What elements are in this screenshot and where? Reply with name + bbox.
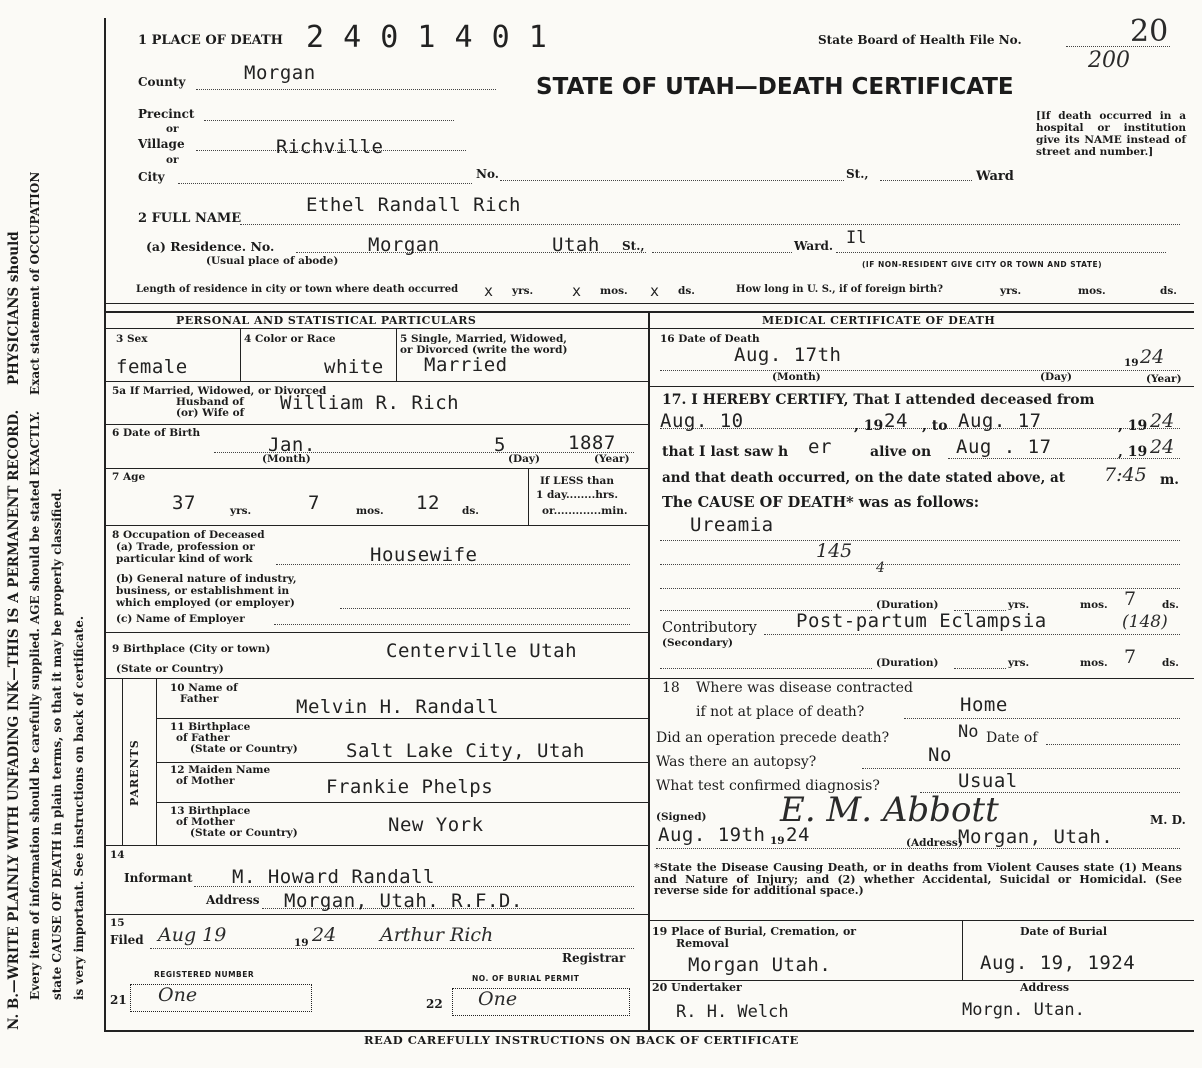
burial-date-label: Date of Burial xyxy=(1020,925,1108,938)
informant-num: 14 xyxy=(110,849,125,861)
to-year: 24 xyxy=(1150,410,1175,432)
informant-label: Informant xyxy=(124,871,193,885)
operation-label: Did an operation precede death? xyxy=(656,730,890,746)
or-2: or xyxy=(166,154,179,166)
birthplace-value: Centerville Utah xyxy=(386,640,578,662)
dob-month-caption: (Month) xyxy=(262,453,311,465)
no-label: No. xyxy=(476,167,499,181)
duration-line-2 xyxy=(660,668,872,669)
burial-permit-label: NO. OF BURIAL PERMIT xyxy=(472,974,580,983)
duration-yrs-2: yrs. xyxy=(1008,657,1030,669)
duration-mos-1: mos. xyxy=(1080,599,1108,611)
city-line xyxy=(178,183,472,184)
date-of-label: Date of xyxy=(986,730,1038,746)
nonresident-caption: (IF NON-RESIDENT GIVE CITY OR TOWN AND STATE) xyxy=(862,260,1103,269)
hline-row8 xyxy=(104,632,648,633)
signed-address-label: (Address) xyxy=(906,837,963,849)
vline-less xyxy=(528,469,529,525)
age-yrs-label: yrs. xyxy=(230,505,252,517)
length-x1: x xyxy=(484,282,494,300)
registered-number-label: REGISTERED NUMBER xyxy=(154,970,255,979)
father-birthplace-value: Salt Lake City, Utah xyxy=(346,740,585,762)
dob-year: 1887 xyxy=(568,432,616,454)
stamp-number: 2 4 0 1 4 0 1 xyxy=(306,20,548,55)
foreign-mos: mos. xyxy=(1078,285,1106,297)
side-line1b: PHYSICIANS should xyxy=(6,231,22,386)
dod-day-caption: (Day) xyxy=(1040,371,1072,383)
residence-label: (a) Residence. No. xyxy=(146,239,275,254)
foreign-ds: ds. xyxy=(1160,285,1177,297)
side-instructions-line3 xyxy=(50,488,64,1000)
birthplace-label: 9 Birthplace (City or town) xyxy=(112,643,271,655)
st-label: St., xyxy=(846,167,869,181)
occupation-label: 8 Occupation of Deceased xyxy=(112,529,265,541)
contributory-label: Contributory xyxy=(662,620,757,636)
city-label: City xyxy=(138,170,165,184)
time-value: 7:45 xyxy=(1104,464,1147,486)
informant-address-label: Address xyxy=(206,893,260,907)
hline-fbirth xyxy=(157,762,648,763)
residence-ward-pre xyxy=(652,252,792,253)
age-years: 37 xyxy=(172,492,196,514)
section-top-line xyxy=(104,311,1194,313)
occupation-a-1: (a) Trade, profession or xyxy=(116,541,255,553)
length-x2: x xyxy=(572,282,582,300)
cause-code: 145 xyxy=(816,540,853,562)
dod-line xyxy=(660,370,1180,371)
hline-row3 xyxy=(104,381,648,382)
to-year-prefix: , 19 xyxy=(1118,418,1148,434)
dod-year: 24 xyxy=(1140,346,1165,368)
signed-label: (Signed) xyxy=(656,811,707,823)
filed-year-prefix: 19 xyxy=(294,937,309,949)
side-line2b: Exact statement of OCCUPATION xyxy=(28,171,42,395)
md-label: M. D. xyxy=(1150,813,1186,827)
certificate-title: STATE OF UTAH—DEATH CERTIFICATE xyxy=(536,74,1014,100)
precinct-label: Precinct xyxy=(138,107,195,121)
dod-year-prefix: 19 xyxy=(1124,357,1139,369)
registrar-signature: Arthur Rich xyxy=(380,924,494,946)
spouse-label-3: (or) Wife of xyxy=(176,407,245,419)
duration-mos-value-1: 7 xyxy=(1124,588,1137,610)
undertaker-label: 20 Undertaker xyxy=(652,981,742,994)
parents-label: PARENTS xyxy=(128,739,141,806)
foreign-label: How long in U. S., if of foreign birth? xyxy=(736,284,944,295)
length-residence-label: Length of residence in city or town where death occurred xyxy=(136,284,459,295)
side-instructions-line1 xyxy=(6,231,22,1030)
operation-line xyxy=(1046,744,1180,745)
residence-ward-mark: Il xyxy=(846,228,867,248)
burial-label-2: Removal xyxy=(676,937,729,950)
signed-date: Aug. 19th xyxy=(658,824,766,846)
side-instructions-line2 xyxy=(28,172,42,1000)
dob-year-caption: (Year) xyxy=(594,453,630,465)
cause-label: The CAUSE OF DEATH* was as follows: xyxy=(662,494,980,511)
footnote: *State the Disease Causing Death, or in deaths from Violent Causes state (1) Means and Nature of Injury; and (2) whether Accidental, Suicidal or Homicidal. (See reverse side for additional space.) xyxy=(654,861,1182,897)
vline-color xyxy=(396,329,397,381)
ward-pre-line xyxy=(880,180,972,181)
physician-signature: E. M. Abbott xyxy=(780,790,999,830)
duration-ds-1: ds. xyxy=(1162,599,1179,611)
less-than-1: If LESS than xyxy=(540,475,614,487)
full-name-value: Ethel Randall Rich xyxy=(306,194,521,216)
duration-mos-value-2: 7 xyxy=(1124,646,1137,668)
side-line1: N. B.—WRITE PLAINLY WITH UNFADING INK—THIS IS A PERMANENT RECORD. xyxy=(6,409,22,1030)
less-than-2: 1 day........hrs. xyxy=(536,489,618,501)
occurred-label: and that death occurred, on the date stated above, at xyxy=(662,470,1066,486)
box-22-label: 22 xyxy=(426,997,443,1011)
marital-label-2: or Divorced (write the word) xyxy=(400,344,568,356)
age-days: 12 xyxy=(416,492,440,514)
sex-value: female xyxy=(116,356,188,378)
dob-label: 6 Date of Birth xyxy=(112,427,201,439)
filed-year: 24 xyxy=(312,924,337,946)
lastsaw-year: 24 xyxy=(1150,436,1175,458)
q18-line xyxy=(904,718,1180,719)
side-line3: state CAUSE OF DEATH in plain terms, so that it may be properly classified. xyxy=(50,488,64,1000)
signed-address: Morgan, Utah. xyxy=(958,826,1114,848)
duration-yrs-line-2 xyxy=(954,668,1006,669)
sex-label: 3 Sex xyxy=(116,333,148,345)
place-of-death-label: 1 PLACE OF DEATH xyxy=(138,33,283,48)
dob-day: 5 xyxy=(494,434,506,456)
residence-st-label: St., xyxy=(622,239,645,253)
length-ds: ds. xyxy=(678,285,695,297)
to-date: Aug. 17 xyxy=(958,410,1042,432)
header-line xyxy=(104,303,1194,304)
contributory-value: Post-partum Eclampsia xyxy=(796,610,1047,632)
lastsaw-alive-label: alive on xyxy=(870,444,932,460)
marital-value: Married xyxy=(424,354,508,376)
lastsaw-date: Aug . 17 xyxy=(956,436,1052,458)
color-label: 4 Color or Race xyxy=(244,333,336,345)
certify-line: 17. I HEREBY CERTIFY, That I attended deceased from xyxy=(662,392,1095,408)
contributory-code: (148) xyxy=(1122,612,1168,632)
file-no-2: 200 xyxy=(1088,48,1130,73)
medical-heading-line xyxy=(649,328,1194,329)
dod-value: Aug. 17th xyxy=(734,344,842,366)
county-line xyxy=(196,89,496,90)
length-mos: mos. xyxy=(600,285,628,297)
undertaker-value: R. H. Welch xyxy=(676,1002,789,1022)
cause-line-1 xyxy=(660,540,1180,541)
hline-cause xyxy=(649,678,1194,679)
marital-label-1: 5 Single, Married, Widowed, xyxy=(400,333,567,345)
secondary-caption: (Secondary) xyxy=(662,637,734,649)
age-ds-label: ds. xyxy=(462,505,479,517)
birthplace-state-caption: (State or Country) xyxy=(116,663,224,675)
hline-dod xyxy=(649,386,1194,387)
side-line2: Every item of information should be carefully supplied. AGE should be stated EXACTLY. xyxy=(28,411,42,1000)
dod-month-caption: (Month) xyxy=(772,371,821,383)
residence-ward-label: Ward. xyxy=(794,239,834,253)
dob-month: Jan. xyxy=(268,434,316,456)
fbirth-label-3: (State or Country) xyxy=(190,743,298,755)
file-no-1: 20 xyxy=(1130,14,1169,49)
cause-line-2 xyxy=(660,564,1180,565)
hline-row7 xyxy=(104,525,648,526)
residence-ward-line xyxy=(836,252,1166,253)
mbirth-label-1: 13 Birthplace xyxy=(170,805,251,817)
mbirth-label-2: of Mother xyxy=(176,816,235,828)
hospital-note: [If death occurred in a hospital or institution give its NAME instead of street and number.] xyxy=(1036,110,1186,158)
personal-heading: PERSONAL AND STATISTICAL PARTICULARS xyxy=(176,314,477,327)
q18-answer: Home xyxy=(960,694,1008,716)
age-months: 7 xyxy=(308,492,320,514)
fbirth-label-1: 11 Birthplace xyxy=(170,721,251,733)
duration-label-1: (Duration) xyxy=(876,599,939,611)
operation-value: No xyxy=(958,722,979,742)
lastsaw-her: er xyxy=(808,436,832,458)
duration-yrs-1: yrs. xyxy=(1008,599,1030,611)
test-label: What test confirmed diagnosis? xyxy=(656,778,880,794)
precinct-line xyxy=(204,120,454,121)
hline-father xyxy=(157,718,648,719)
dod-year-caption: (Year) xyxy=(1146,373,1182,385)
spouse-label-1: 5a If Married, Widowed, or Divorced xyxy=(112,385,327,397)
street-line xyxy=(500,180,844,181)
bottom-line xyxy=(104,1030,1194,1032)
vline-sex xyxy=(240,329,241,381)
signed-year-prefix: 19 xyxy=(770,835,785,847)
hline-row9 xyxy=(104,678,648,679)
full-name-line xyxy=(240,224,1180,225)
side-line4: is very important. See instructions on back of certificate. xyxy=(72,615,86,1000)
occupation-c: (c) Name of Employer xyxy=(116,613,245,625)
full-name-label: 2 FULL NAME xyxy=(138,211,242,226)
q18-label-2: if not at place of death? xyxy=(696,704,865,720)
or-1: or xyxy=(166,123,179,135)
duration-mos-2: mos. xyxy=(1080,657,1108,669)
burial-date: Aug. 19, 1924 xyxy=(980,952,1136,974)
village-label: Village xyxy=(138,137,185,151)
filed-num: 15 xyxy=(110,917,125,929)
personal-heading-line xyxy=(104,328,648,329)
informant-address-value: Morgan, Utah. R.F.D. xyxy=(284,890,523,912)
mbirth-label-3: (State or Country) xyxy=(190,827,298,839)
hline-informant xyxy=(104,914,648,915)
signed-year: 24 xyxy=(786,824,810,846)
residence-state: Utah xyxy=(552,234,600,256)
mother-value: Frankie Phelps xyxy=(326,776,494,798)
less-than-3: or.............min. xyxy=(542,505,628,517)
mid-divider xyxy=(648,312,650,1030)
vline-parents-left xyxy=(122,679,123,845)
undertaker-address: Morgn. Utan. xyxy=(962,1000,1085,1020)
cause-line-3 xyxy=(660,588,1180,589)
spouse-label-2: Husband of xyxy=(176,396,244,408)
autopsy-label: Was there an autopsy? xyxy=(656,754,817,770)
signed-address-line xyxy=(656,848,1180,849)
hline-mbirth xyxy=(104,845,648,846)
from-year: 24 xyxy=(884,410,908,432)
dod-label: 16 Date of Death xyxy=(660,333,760,345)
filed-date: Aug 19 xyxy=(158,924,227,946)
hline-mother xyxy=(157,802,648,803)
filed-line xyxy=(150,948,634,949)
cause-code-2: 4 xyxy=(876,560,885,576)
to-label: , to xyxy=(922,418,948,434)
file-no-label: State Board of Health File No. xyxy=(818,33,1022,47)
hline-row6 xyxy=(104,468,648,469)
occupation-b-1: (b) General nature of industry, xyxy=(116,573,297,585)
burial-label-1: 19 Place of Burial, Cremation, or xyxy=(652,925,857,938)
county-value: Morgan xyxy=(244,62,316,84)
length-x3: x xyxy=(650,282,660,300)
from-year-prefix: , 19 xyxy=(854,418,884,434)
burial-place: Morgan Utah. xyxy=(688,954,832,976)
q18-num: 18 xyxy=(662,680,680,696)
time-suffix: m. xyxy=(1160,472,1179,488)
occupation-a-2: particular kind of work xyxy=(116,553,253,565)
test-value: Usual xyxy=(958,770,1018,792)
industry-line xyxy=(340,608,630,609)
autopsy-line xyxy=(862,768,1180,769)
mother-label-1: 12 Maiden Name xyxy=(170,764,271,776)
occupation-b-3: which employed (or employer) xyxy=(116,597,295,609)
ward-label: Ward xyxy=(976,169,1014,184)
box-21-label: 21 xyxy=(110,993,127,1007)
father-value: Melvin H. Randall xyxy=(296,696,499,718)
lastsaw-year-prefix: , 19 xyxy=(1118,444,1148,460)
occupation-b-2: business, or establishment in xyxy=(116,585,290,597)
dob-day-caption: (Day) xyxy=(508,453,540,465)
left-border xyxy=(104,18,106,1030)
contrib-line xyxy=(764,634,1180,635)
father-label-2: Father xyxy=(180,693,219,705)
duration-label-2: (Duration) xyxy=(876,657,939,669)
color-value: white xyxy=(324,356,384,378)
hline-footnote xyxy=(649,920,1194,921)
county-label: County xyxy=(138,75,186,89)
side-instructions-line4 xyxy=(72,616,86,1000)
registrar-label: Registrar xyxy=(562,951,626,965)
father-label-1: 10 Name of xyxy=(170,682,238,694)
from-date: Aug. 10 xyxy=(660,410,744,432)
foreign-yrs: yrs. xyxy=(1000,285,1022,297)
occupation-value: Housewife xyxy=(370,544,478,566)
fbirth-label-2: of Father xyxy=(176,732,230,744)
employer-line xyxy=(274,624,630,625)
registered-number-value: One xyxy=(158,984,198,1006)
vline-burial xyxy=(962,921,963,981)
village-value: Richville xyxy=(276,136,384,158)
hline-row5a xyxy=(104,424,648,425)
usual-place-caption: (Usual place of abode) xyxy=(206,255,339,267)
cause-value: Ureamia xyxy=(690,514,774,536)
mother-birthplace-value: New York xyxy=(388,814,484,836)
age-mos-label: mos. xyxy=(356,505,384,517)
informant-value: M. Howard Randall xyxy=(232,866,435,888)
q18-label-1: Where was disease contracted xyxy=(696,680,913,696)
age-label: 7 Age xyxy=(112,471,146,483)
footer-instructions: READ CAREFULLY INSTRUCTIONS ON BACK OF CERTIFICATE xyxy=(364,1033,799,1047)
residence-value: Morgan xyxy=(368,234,440,256)
spouse-value: William R. Rich xyxy=(280,392,460,414)
autopsy-value: No xyxy=(928,744,952,766)
burial-permit-value: One xyxy=(478,988,518,1010)
lastsaw-label: that I last saw h xyxy=(662,444,789,460)
mother-label-2: of Mother xyxy=(176,775,235,787)
length-yrs: yrs. xyxy=(512,285,534,297)
undertaker-address-label: Address xyxy=(1020,981,1070,994)
duration-ds-2: ds. xyxy=(1162,657,1179,669)
filed-label: Filed xyxy=(110,933,144,947)
medical-heading: MEDICAL CERTIFICATE OF DEATH xyxy=(762,314,996,327)
